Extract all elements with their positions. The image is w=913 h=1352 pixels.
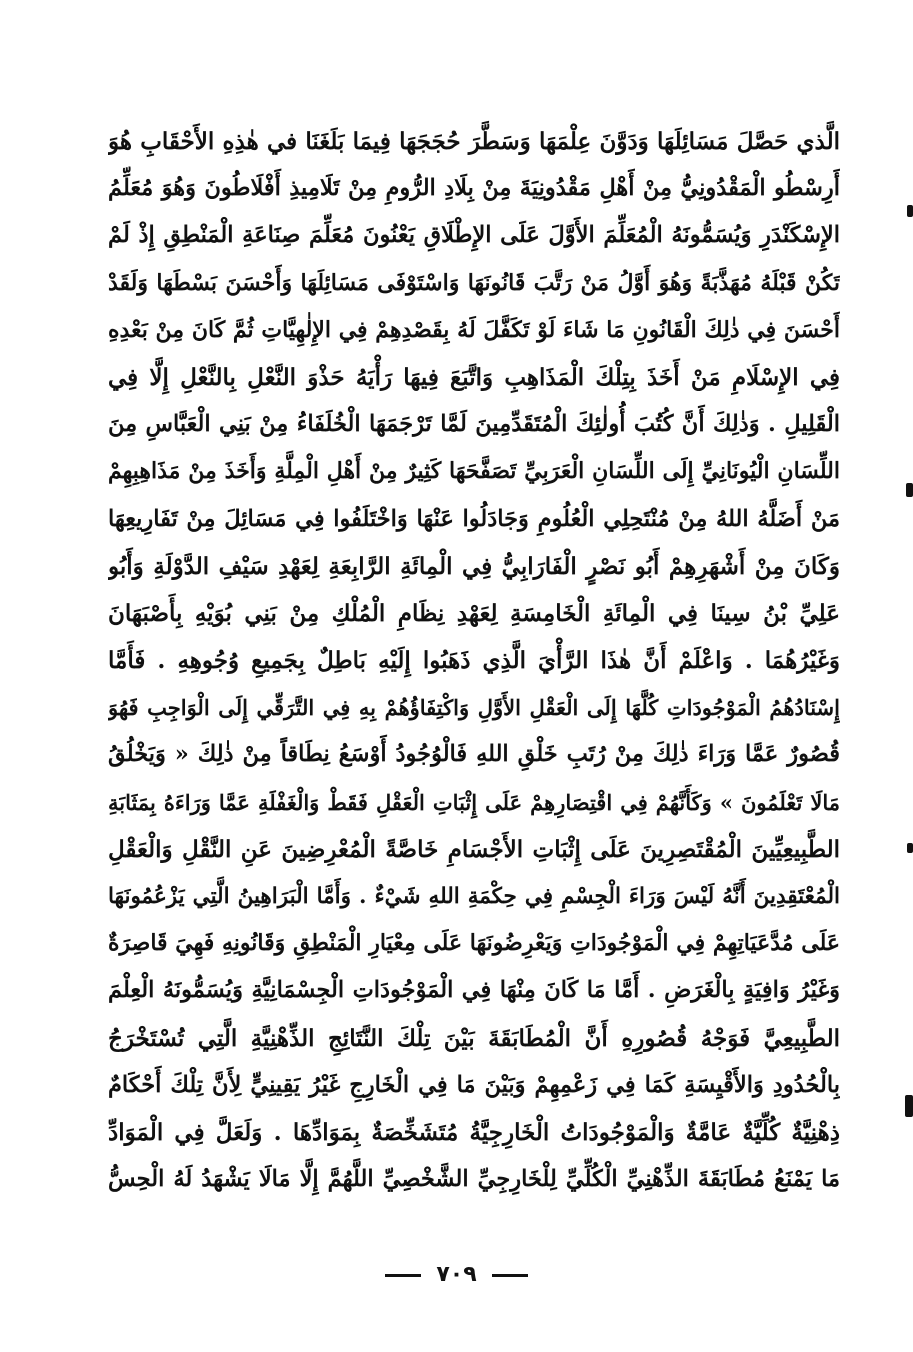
text-line: وَكَانَ مِنْ أَشْهَرِهِمْ أَبُو نَصْرٍ الْفَارَابِيُّ فِي الْمِائَةِ الرَّابِعَةِ لِعَهْدِ سَيْفِ الدَّوْلَةِ وَأَبُو — [108, 552, 840, 580]
text-line: مَالَا تَعْلَمُونَ » وَكَأَنَّهُمْ فِي اقْتِصَارِهِمْ عَلَى إِثْبَاتِ الْعَقْلِ فَقَطْ وَالْغَفْلَةِ عَمَّا وَرَاءَهُ بِمَثَابَةِ — [108, 789, 840, 815]
text-line: الَّذي حَصَّلَ مَسَائِلَهَا وَدَوَّنَ عِلْمَهَا وَسَطَّرَ حُجَجَهَا فِيمَا بَلَغَنَا في هٰذِهِ الأَحْقَابِ هُوَ — [108, 128, 840, 155]
text-line: قُصُورٌ عَمَّا وَرَاءَ ذٰلِكَ مِنْ رُتَبِ خَلْقِ اللهِ فَالْوُجُودُ أَوْسَعُ نِطَاقاً مِنْ ذٰلِكَ « وَيَخْلُقُ — [108, 741, 840, 768]
text-line: الطَّبِيعِيَّ فَوَجْهُ قُصُورِهِ أَنَّ الْمُطَابَقَةَ بَيْنَ تِلْكَ النَّتَائِجِ الذِّهْنِيَّةِ الَّتِي تُسْتَخْرَجُ — [108, 1024, 840, 1052]
dash-left — [492, 1274, 528, 1277]
page-number — [0, 1262, 913, 1287]
text-line: أَحْسَنَ فِي ذٰلِكَ الْقَانُونِ مَا شَاءَ لَوْ تَكَفَّلَ لَهُ بِقَصْدِهِمْ فِي الإِلٰهِيَّاتِ ثُمَّ كَانَ مِنْ بَعْدِهِ — [108, 316, 840, 343]
text-line: الإِسْكَنْدَرِ وَيُسَمُّونَهُ الْمُعَلِّمَ الأَوَّلَ عَلَى الإِطْلَاقِ يَعْنُونَ مُعَلِّمَ صِنَاعَةِ الْمَنْطِقِ إِذْ لَمْ — [108, 222, 840, 249]
dash-right — [385, 1274, 421, 1277]
text-line: عَلِيِّ بْنُ سِينَا فِي الْمِائَةِ الْخَامِسَةِ لِعَهْدِ نِظَامِ الْمُلْكِ مِنْ بَنِي بُوَيْهِ بِأَصْبَهَانَ — [108, 599, 840, 627]
text-line: إِسْنَادُهُمُ الْمَوْجُودَاتِ كُلَّهَا إِلَى الْعَقْلِ الأَوَّلِ وَاكْتِفَاؤُهُمْ بِهِ فِي التَّرَقِّي إِلَى الْوَاجِبِ فَهُوَ — [108, 695, 840, 721]
text-line: اللِّسَانِ الْيُونَانِيِّ إِلَى اللِّسَانِ الْعَرَبِيِّ تَصَفَّحَهَا كَثِيرٌ مِنْ أَهْلِ الْمِلَّةِ وَأَخَذَ مِنْ مَذَاهِبِهِمْ — [108, 458, 840, 485]
text-line: تَكُنْ قَبْلَهُ مُهَذَّبَةً وَهُوَ أَوَّلُ مَنْ رَتَّبَ قَانُونَهَا وَاسْتَوْفَى مَسَائِلَهَا وَأَحْسَنَ بَسْطَهَا وَلَقَدْ — [108, 269, 840, 296]
text-line: مَنْ أَضَلَّهُ اللهُ مِنْ مُنْتَحِلِي الْعُلُومِ وَجَادَلُوا عَنْهَا وَاخْتَلَفُوا فِي مَسَائِلَ مِنْ تَفَارِيعِهَا — [108, 505, 840, 532]
text-line: فِي الإِسْلَامِ مَنْ أَخَذَ بِتِلْكَ الْمَذَاهِبِ وَاتَّبَعَ فِيهَا رَأْيَهُ حَذْوَ النَّعْلِ بِالنَّعْلِ إِلَّا فِي — [108, 363, 840, 391]
text-line: الطَّبِيعِيِّينَ الْمُقْتَصِرِينَ عَلَى إِثْبَاتِ الأَجْسَامِ خَاصَّةً الْمُعْرِضِينَ عَنِ النَّقْلِ وَالْعَقْلِ — [108, 835, 840, 863]
page-number-text: ٧٠٩ — [436, 1262, 477, 1287]
text-line: مَا يَمْنَعُ مُطَابَقَةَ الذِّهْنِيِّ الْكُلِّيِّ لِلْخَارِجِيِّ الشَّخْصِيِّ اللَّهُمَّ إِلَّا مَالَا يَشْهَدُ لَهُ الْحِسُّ — [108, 1166, 840, 1193]
body-text — [108, 118, 840, 1203]
text-line: ذِهْنِيَّةٌ كُلِّيَّةٌ عَامَّةٌ وَالْمَوْجُودَاتُ الْخَارِجِيَّةُ مُتَشَخِّصَةٌ بِمَوَادِّهَا . وَلَعَلَّ فِي الْمَوَادِّ — [108, 1118, 840, 1146]
scan-edge-mark — [905, 1095, 913, 1117]
text-line: أَرِسْطُو الْمَقْدُونِيُّ مِنْ أَهْلِ مَقْدُونِيَةَ مِنْ بِلَادِ الرُّومِ مِنْ تَلَامِيذِ أَفْلَاطُونَ وَهُوَ مُعَلِّمُ — [108, 175, 840, 202]
scan-edge-mark — [906, 483, 913, 497]
text-line: بِالْحُدُودِ وَالأَقْيِسَةِ كَمَا فِي زَعْمِهِمْ وَبَيْنَ مَا فِي الْخَارِجِ غَيْرُ يَقِينِيٍّ لِأَنَّ تِلْكَ أَحْكَامٌ — [108, 1071, 840, 1098]
text-line: وَغَيْرُهُمَا . وَاعْلَمْ أَنَّ هٰذَا الرَّأْيَ الَّذِي ذَهَبُوا إِلَيْهِ بَاطِلٌ بِجَمِيعِ وُجُوهِهِ . فَأَمَّا — [108, 647, 840, 675]
scan-edge-mark — [907, 843, 913, 853]
text-line: الْقَلِيلِ . وَذٰلِكَ أَنَّ كُتُبَ أُولٰئِكَ الْمُتَقَدِّمِينَ لَمَّا تَرْجَمَهَا الْخُلَفَاءُ مِنْ بَنِي الْعَبَّاسِ مِنَ — [108, 411, 840, 438]
text-line: عَلَى مُدَّعَيَاتِهِمْ فِي الْمَوْجُودَاتِ وَيَعْرِضُونَهَا عَلَى مِعْيَارِ الْمَنْطِقِ وَقَانُونِهِ فَهِيَ قَاصِرَةٌ — [108, 930, 840, 957]
text-line: الْمُعْتَقِدِينَ أَنَّهُ لَيْسَ وَرَاءَ الْجِسْمِ فِي حِكْمَةِ اللهِ شَيْءٌ . وَأَمَّا الْبَرَاهِينُ الَّتِي يَزْعُمُونَهَا — [108, 884, 840, 909]
scan-edge-mark — [907, 205, 913, 217]
text-line: وَغَيْرُ وَافِيَةٍ بِالْغَرَضِ . أَمَّا مَا كَانَ مِنْهَا فِي الْمَوْجُودَاتِ الْجِسْمَانِيَّةِ وَيُسَمُّونَهُ الْعِلْمَ — [108, 977, 840, 1004]
